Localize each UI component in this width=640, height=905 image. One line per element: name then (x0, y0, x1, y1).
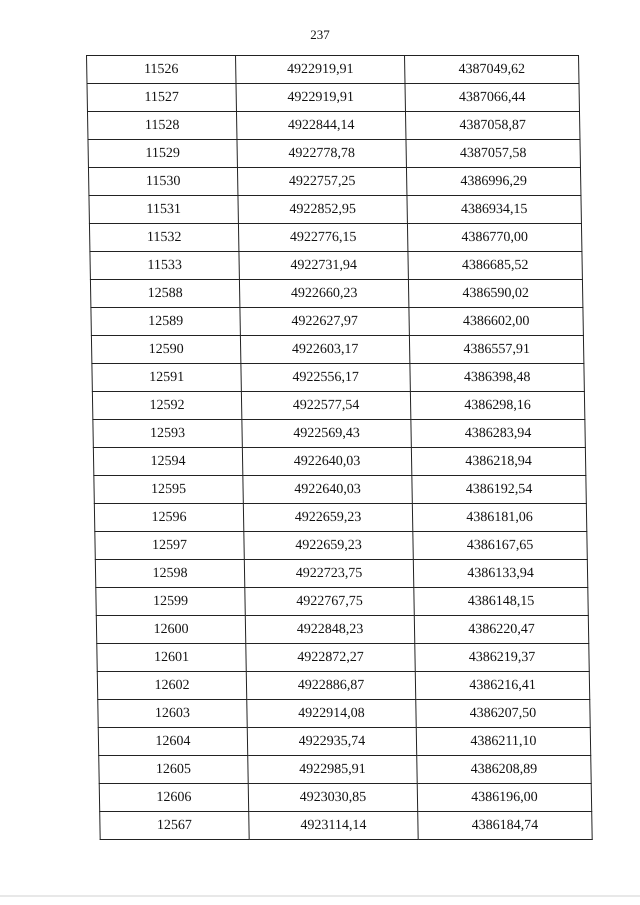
y-coordinate-cell: 4386590,02 (408, 280, 582, 308)
table-row (100, 812, 592, 840)
x-coordinate-cell: 4922640,03 (243, 476, 412, 504)
x-coordinate-cell: 4922640,03 (242, 448, 411, 476)
table-row (88, 168, 580, 196)
table-row (91, 336, 583, 364)
y-coordinate-cell: 4386398,48 (410, 364, 584, 392)
y-coordinate-cell: 4386184,74 (418, 812, 592, 840)
point-number-cell: 12605 (99, 756, 248, 784)
x-coordinate-cell: 4922660,23 (239, 280, 408, 308)
x-coordinate-cell: 4922985,91 (248, 756, 417, 784)
point-number-cell: 12604 (98, 728, 247, 756)
table-row (93, 448, 585, 476)
x-coordinate-cell: 4922627,97 (240, 308, 409, 336)
point-number-cell: 11531 (89, 196, 238, 224)
point-number-cell: 12606 (99, 784, 248, 812)
table-row (98, 700, 590, 728)
point-number-cell: 12588 (90, 280, 239, 308)
table-row (89, 224, 581, 252)
y-coordinate-cell: 4386220,47 (414, 616, 588, 644)
y-coordinate-cell: 4386298,16 (410, 392, 584, 420)
point-number-cell: 11528 (87, 112, 236, 140)
table-row (87, 112, 579, 140)
y-coordinate-cell: 4386208,89 (417, 756, 591, 784)
x-coordinate-cell: 4922919,91 (236, 56, 405, 84)
table-row (92, 364, 584, 392)
y-coordinate-cell: 4386211,10 (416, 728, 590, 756)
x-coordinate-cell: 4922914,08 (247, 700, 416, 728)
table-row (94, 476, 586, 504)
table-row (96, 588, 588, 616)
point-number-cell: 12603 (98, 700, 247, 728)
y-coordinate-cell: 4386192,54 (412, 476, 586, 504)
table-row (97, 644, 589, 672)
y-coordinate-cell: 4386181,06 (412, 504, 586, 532)
table-row (96, 616, 588, 644)
point-number-cell: 12595 (94, 476, 243, 504)
table-row (97, 672, 589, 700)
point-number-cell: 12567 (100, 812, 249, 840)
table-row (90, 280, 582, 308)
y-coordinate-cell: 4386207,50 (416, 700, 590, 728)
x-coordinate-cell: 4922844,14 (236, 112, 405, 140)
x-coordinate-cell: 4922577,54 (241, 392, 410, 420)
point-number-cell: 12601 (97, 644, 246, 672)
y-coordinate-cell: 4386216,41 (415, 672, 589, 700)
x-coordinate-cell: 4922767,75 (245, 588, 414, 616)
table-row (92, 392, 584, 420)
x-coordinate-cell: 4922723,75 (244, 560, 413, 588)
point-number-cell: 11529 (88, 140, 237, 168)
x-coordinate-cell: 4923114,14 (249, 812, 418, 840)
point-number-cell: 11530 (88, 168, 237, 196)
x-coordinate-cell: 4922919,91 (236, 84, 405, 112)
x-coordinate-cell: 4922731,94 (239, 252, 408, 280)
table-row (98, 728, 590, 756)
y-coordinate-cell: 4386133,94 (413, 560, 587, 588)
x-coordinate-cell: 4922659,23 (243, 504, 412, 532)
point-number-cell: 11527 (87, 84, 236, 112)
page-number: 237 (310, 27, 330, 42)
y-coordinate-cell: 4386996,29 (406, 168, 580, 196)
x-coordinate-cell: 4922603,17 (240, 336, 409, 364)
table-row (99, 756, 591, 784)
x-coordinate-cell: 4922935,74 (247, 728, 416, 756)
y-coordinate-cell: 4386934,15 (407, 196, 581, 224)
table-row (94, 504, 586, 532)
table-row (93, 420, 585, 448)
x-coordinate-cell: 4922852,95 (238, 196, 407, 224)
table-row (87, 84, 579, 112)
point-number-cell: 12592 (92, 392, 241, 420)
table-row (91, 308, 583, 336)
y-coordinate-cell: 4386196,00 (417, 784, 591, 812)
y-coordinate-cell: 4387058,87 (405, 112, 579, 140)
point-number-cell: 12594 (93, 448, 242, 476)
table-row (90, 252, 582, 280)
table-row (95, 532, 587, 560)
page-bottom-divider (0, 895, 640, 897)
x-coordinate-cell: 4922659,23 (244, 532, 413, 560)
table-row (99, 784, 591, 812)
x-coordinate-cell: 4922556,17 (241, 364, 410, 392)
y-coordinate-cell: 4386167,65 (413, 532, 587, 560)
x-coordinate-cell: 4922872,27 (246, 644, 415, 672)
x-coordinate-cell: 4922886,87 (246, 672, 415, 700)
x-coordinate-cell: 4922569,43 (242, 420, 411, 448)
y-coordinate-cell: 4386685,52 (408, 252, 582, 280)
y-coordinate-cell: 4387057,58 (406, 140, 580, 168)
point-number-cell: 12593 (93, 420, 242, 448)
coordinates-table (86, 55, 593, 840)
x-coordinate-cell: 4922776,15 (238, 224, 407, 252)
y-coordinate-cell: 4387066,44 (405, 84, 579, 112)
point-number-cell: 12600 (96, 616, 245, 644)
x-coordinate-cell: 4923030,85 (248, 784, 417, 812)
table-row (87, 56, 579, 84)
y-coordinate-cell: 4386148,15 (414, 588, 588, 616)
y-coordinate-cell: 4387049,62 (405, 56, 579, 84)
table-row (88, 140, 580, 168)
point-number-cell: 11533 (90, 252, 239, 280)
point-number-cell: 12591 (92, 364, 241, 392)
point-number-cell: 11532 (89, 224, 238, 252)
table-body (87, 56, 593, 840)
y-coordinate-cell: 4386770,00 (407, 224, 581, 252)
y-coordinate-cell: 4386283,94 (411, 420, 585, 448)
point-number-cell: 12598 (95, 560, 244, 588)
point-number-cell: 12596 (94, 504, 243, 532)
x-coordinate-cell: 4922757,25 (237, 168, 406, 196)
table-row (95, 560, 587, 588)
y-coordinate-cell: 4386602,00 (409, 308, 583, 336)
y-coordinate-cell: 4386219,37 (415, 644, 589, 672)
y-coordinate-cell: 4386557,91 (409, 336, 583, 364)
point-number-cell: 11526 (87, 56, 236, 84)
x-coordinate-cell: 4922778,78 (237, 140, 406, 168)
point-number-cell: 12597 (95, 532, 244, 560)
x-coordinate-cell: 4922848,23 (245, 616, 414, 644)
y-coordinate-cell: 4386218,94 (411, 448, 585, 476)
table-row (89, 196, 581, 224)
point-number-cell: 12602 (97, 672, 246, 700)
point-number-cell: 12589 (91, 308, 240, 336)
point-number-cell: 12590 (91, 336, 240, 364)
point-number-cell: 12599 (96, 588, 245, 616)
